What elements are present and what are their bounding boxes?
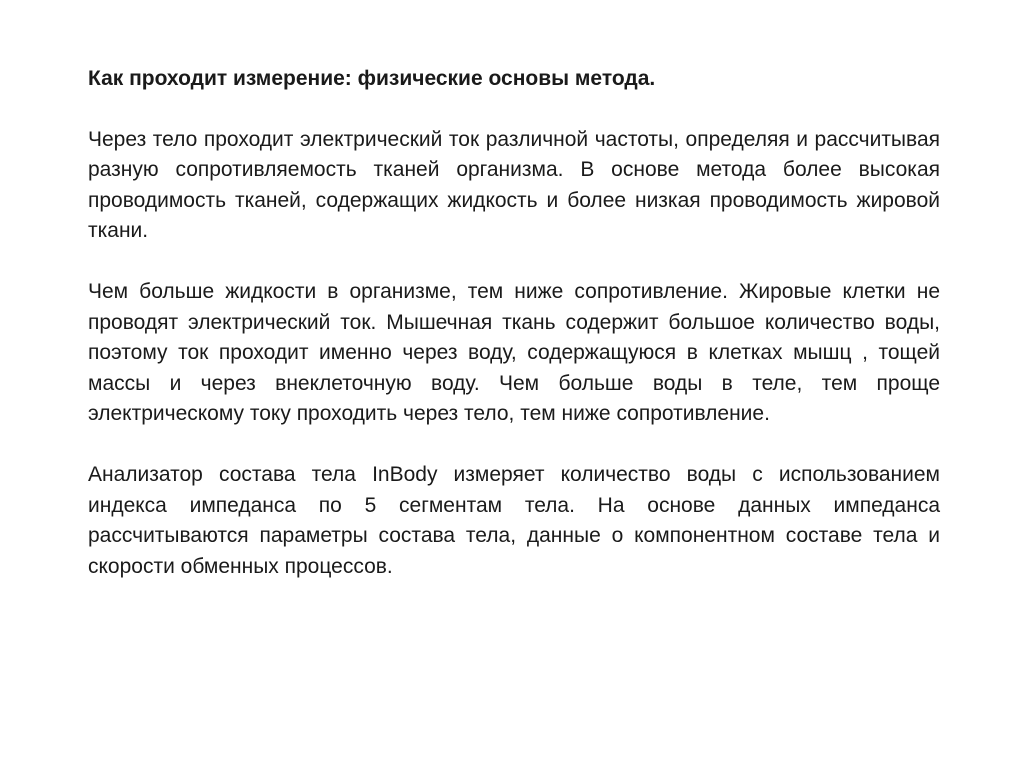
slide-content [88, 64, 940, 612]
paragraph-fluid-resistance: Чем больше жидкости в организме, тем ниже сопротивление. Жировые клетки не проводят электрический ток. Мышечная ткань содержит большое количество воды, поэтому ток проходит именно через воду, содержащуюся в клетках мышц , тощей массы и через внеклеточную воду. Чем больше воды в теле, тем проще электрическому току проходить через тело, тем ниже сопротивление. [88, 279, 940, 426]
paragraph-current-flow: Через тело проходит электрический ток различной частоты, определяя и рассчитывая разную сопротивляемость тканей организма. В основе метода более высокая проводимость тканей, содержащих жидкость и более низкая проводимость жировой ткани. [88, 127, 940, 243]
paragraph-inbody-analyzer: Анализатор состава тела InBody измеряет количество воды с использованием индекса импеданса по 5 сегментам тела. На основе данных импеданса рассчитываются параметры состава тела, данные о компонентном составе тела и скорости обменных процессов. [88, 462, 940, 578]
slide-heading: Как проходит измерение: физические основы метода. [88, 67, 656, 90]
